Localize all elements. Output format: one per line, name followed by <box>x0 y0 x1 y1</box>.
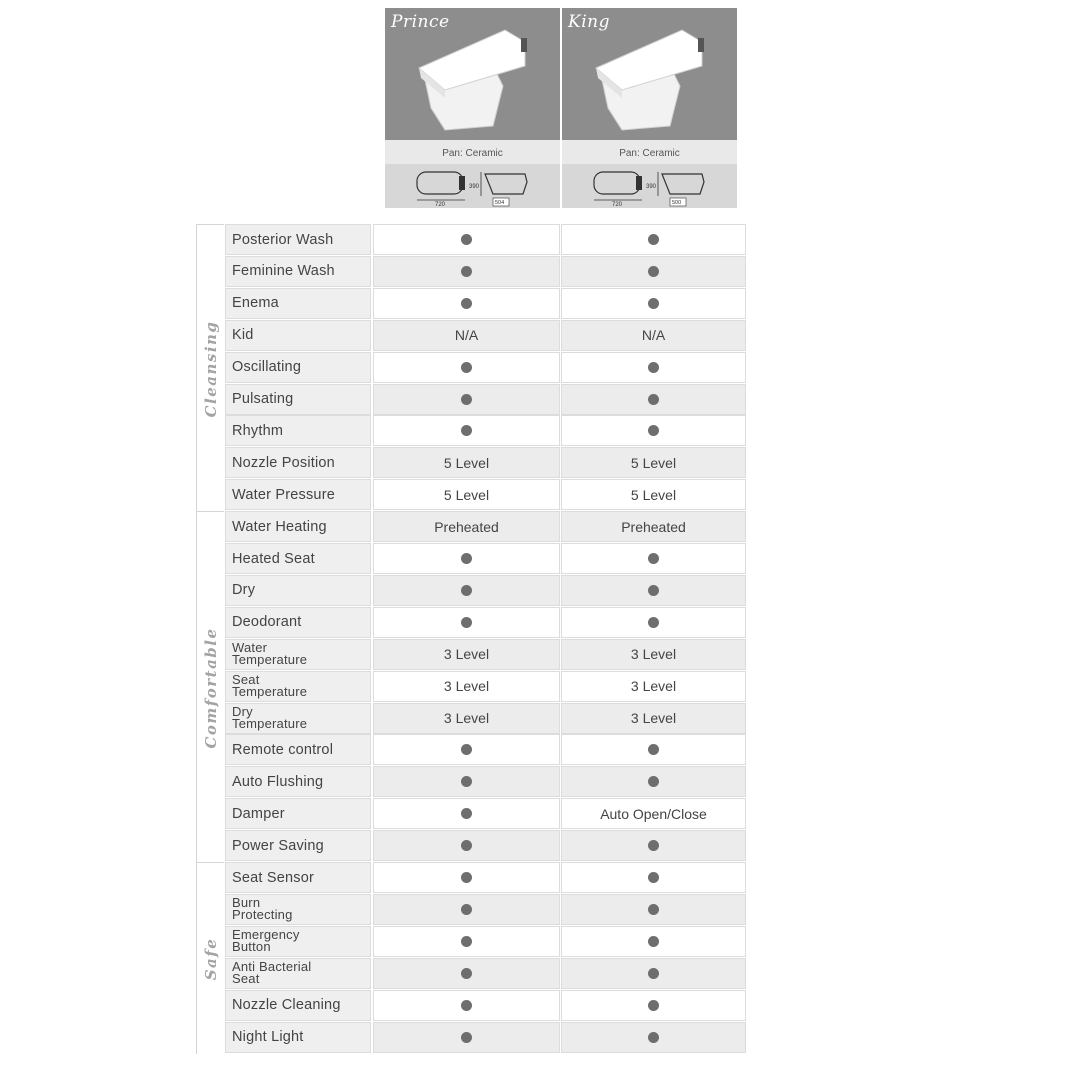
feature-included-dot <box>461 744 472 755</box>
feature-included-dot <box>648 744 659 755</box>
value-king-feminine-wash <box>561 256 746 287</box>
value-king-water-heating: Preheated <box>561 511 746 542</box>
feature-included-dot <box>648 266 659 277</box>
feature-included-dot <box>461 617 472 628</box>
product-name-prince: Prince <box>391 12 450 32</box>
feature-included-dot <box>648 394 659 405</box>
value-prince-burn-protecting <box>373 894 560 925</box>
feature-included-dot <box>648 904 659 915</box>
value-king-power-saving <box>561 830 746 861</box>
feature-included-dot <box>461 776 472 787</box>
value-prince-posterior-wash <box>373 224 560 255</box>
feature-included-dot <box>461 425 472 436</box>
value-prince-water-heating: Preheated <box>373 511 560 542</box>
product-photo-prince <box>385 8 560 140</box>
value-king-dry <box>561 575 746 606</box>
feature-included-dot <box>648 968 659 979</box>
svg-text:390: 390 <box>469 184 480 190</box>
group-label-safe: Safe <box>196 862 224 1054</box>
feature-included-dot <box>461 936 472 947</box>
value-king-water-temperature: 3 Level <box>561 639 746 670</box>
value-king-deodorant <box>561 607 746 638</box>
value-king-nozzle-cleaning <box>561 990 746 1021</box>
value-king-nozzle-position: 5 Level <box>561 447 746 478</box>
feature-label-feminine-wash: Feminine Wash <box>225 256 371 287</box>
value-king-dry-temperature: 3 Level <box>561 703 746 734</box>
feature-label-seat-sensor: Seat Sensor <box>225 862 371 893</box>
feature-included-dot <box>648 776 659 787</box>
value-king-damper: Auto Open/Close <box>561 798 746 829</box>
dimension-drawing-prince <box>385 164 560 208</box>
feature-included-dot <box>648 298 659 309</box>
feature-label-water-temperature: Water Temperature <box>225 639 371 670</box>
value-king-posterior-wash <box>561 224 746 255</box>
feature-label-auto-flushing: Auto Flushing <box>225 766 371 797</box>
feature-label-burn-protecting: Burn Protecting <box>225 894 371 925</box>
feature-included-dot <box>461 1000 472 1011</box>
feature-label-nozzle-position: Nozzle Position <box>225 447 371 478</box>
feature-included-dot <box>461 968 472 979</box>
feature-included-dot <box>461 872 472 883</box>
value-prince-water-pressure: 5 Level <box>373 479 560 510</box>
value-prince-remote-control <box>373 734 560 765</box>
feature-label-posterior-wash: Posterior Wash <box>225 224 371 255</box>
feature-label-emergency-button: Emergency Button <box>225 926 371 957</box>
value-king-emergency-button <box>561 926 746 957</box>
value-prince-water-temperature: 3 Level <box>373 639 560 670</box>
value-prince-feminine-wash <box>373 256 560 287</box>
pan-material-king: Pan: Ceramic <box>619 148 680 159</box>
value-prince-seat-sensor <box>373 862 560 893</box>
feature-label-rhythm: Rhythm <box>225 415 371 446</box>
value-prince-auto-flushing <box>373 766 560 797</box>
value-king-seat-sensor <box>561 862 746 893</box>
feature-included-dot <box>461 234 472 245</box>
pan-material-prince: Pan: Ceramic <box>442 148 503 159</box>
svg-text:720: 720 <box>612 202 623 208</box>
value-king-auto-flushing <box>561 766 746 797</box>
feature-included-dot <box>648 234 659 245</box>
group-label-cleansing: Cleansing <box>196 224 224 512</box>
feature-included-dot <box>648 872 659 883</box>
feature-label-water-heating: Water Heating <box>225 511 371 542</box>
value-prince-oscillating <box>373 352 560 383</box>
value-prince-enema <box>373 288 560 319</box>
dimension-drawing-king <box>562 164 737 208</box>
value-king-pulsating <box>561 384 746 415</box>
feature-included-dot <box>461 394 472 405</box>
value-prince-rhythm <box>373 415 560 446</box>
feature-label-deodorant: Deodorant <box>225 607 371 638</box>
feature-included-dot <box>648 936 659 947</box>
feature-included-dot <box>461 553 472 564</box>
value-prince-heated-seat <box>373 543 560 574</box>
feature-included-dot <box>648 1000 659 1011</box>
feature-label-water-pressure: Water Pressure <box>225 479 371 510</box>
feature-label-oscillating: Oscillating <box>225 352 371 383</box>
svg-text:504: 504 <box>495 200 505 206</box>
value-prince-kid: N/A <box>373 320 560 351</box>
svg-text:390: 390 <box>646 184 657 190</box>
feature-label-dry-temperature: Dry Temperature <box>225 703 371 734</box>
feature-label-nozzle-cleaning: Nozzle Cleaning <box>225 990 371 1021</box>
value-king-night-light <box>561 1022 746 1053</box>
feature-included-dot <box>648 840 659 851</box>
feature-included-dot <box>461 362 472 373</box>
feature-included-dot <box>648 617 659 628</box>
group-label-comfortable: Comfortable <box>196 511 224 863</box>
value-prince-night-light <box>373 1022 560 1053</box>
feature-label-remote-control: Remote control <box>225 734 371 765</box>
feature-label-damper: Damper <box>225 798 371 829</box>
value-king-kid: N/A <box>561 320 746 351</box>
svg-text:500: 500 <box>672 200 682 206</box>
value-prince-nozzle-cleaning <box>373 990 560 1021</box>
value-prince-dry <box>373 575 560 606</box>
product-card-prince <box>385 8 560 208</box>
value-prince-power-saving <box>373 830 560 861</box>
value-prince-emergency-button <box>373 926 560 957</box>
product-name-king: King <box>568 12 610 32</box>
feature-label-kid: Kid <box>225 320 371 351</box>
value-king-oscillating <box>561 352 746 383</box>
feature-label-night-light: Night Light <box>225 1022 371 1053</box>
value-prince-pulsating <box>373 384 560 415</box>
feature-included-dot <box>461 266 472 277</box>
feature-included-dot <box>648 553 659 564</box>
feature-included-dot <box>648 585 659 596</box>
value-king-seat-temperature: 3 Level <box>561 671 746 702</box>
product-photo-king <box>562 8 737 140</box>
product-card-king <box>562 8 737 208</box>
value-king-burn-protecting <box>561 894 746 925</box>
feature-included-dot <box>648 1032 659 1043</box>
feature-label-power-saving: Power Saving <box>225 830 371 861</box>
value-prince-deodorant <box>373 607 560 638</box>
svg-text:720: 720 <box>435 202 446 208</box>
feature-included-dot <box>648 362 659 373</box>
value-prince-seat-temperature: 3 Level <box>373 671 560 702</box>
value-prince-damper <box>373 798 560 829</box>
feature-label-anti-bacterial-seat: Anti Bacterial Seat <box>225 958 371 989</box>
feature-label-heated-seat: Heated Seat <box>225 543 371 574</box>
value-king-rhythm <box>561 415 746 446</box>
feature-included-dot <box>461 298 472 309</box>
feature-label-enema: Enema <box>225 288 371 319</box>
feature-included-dot <box>461 808 472 819</box>
value-prince-nozzle-position: 5 Level <box>373 447 560 478</box>
value-prince-anti-bacterial-seat <box>373 958 560 989</box>
value-king-anti-bacterial-seat <box>561 958 746 989</box>
feature-included-dot <box>461 840 472 851</box>
feature-included-dot <box>461 1032 472 1043</box>
feature-included-dot <box>461 585 472 596</box>
value-prince-dry-temperature: 3 Level <box>373 703 560 734</box>
feature-label-pulsating: Pulsating <box>225 384 371 415</box>
value-king-remote-control <box>561 734 746 765</box>
feature-included-dot <box>461 904 472 915</box>
value-king-water-pressure: 5 Level <box>561 479 746 510</box>
value-king-heated-seat <box>561 543 746 574</box>
feature-label-seat-temperature: Seat Temperature <box>225 671 371 702</box>
feature-included-dot <box>648 425 659 436</box>
value-king-enema <box>561 288 746 319</box>
feature-label-dry: Dry <box>225 575 371 606</box>
